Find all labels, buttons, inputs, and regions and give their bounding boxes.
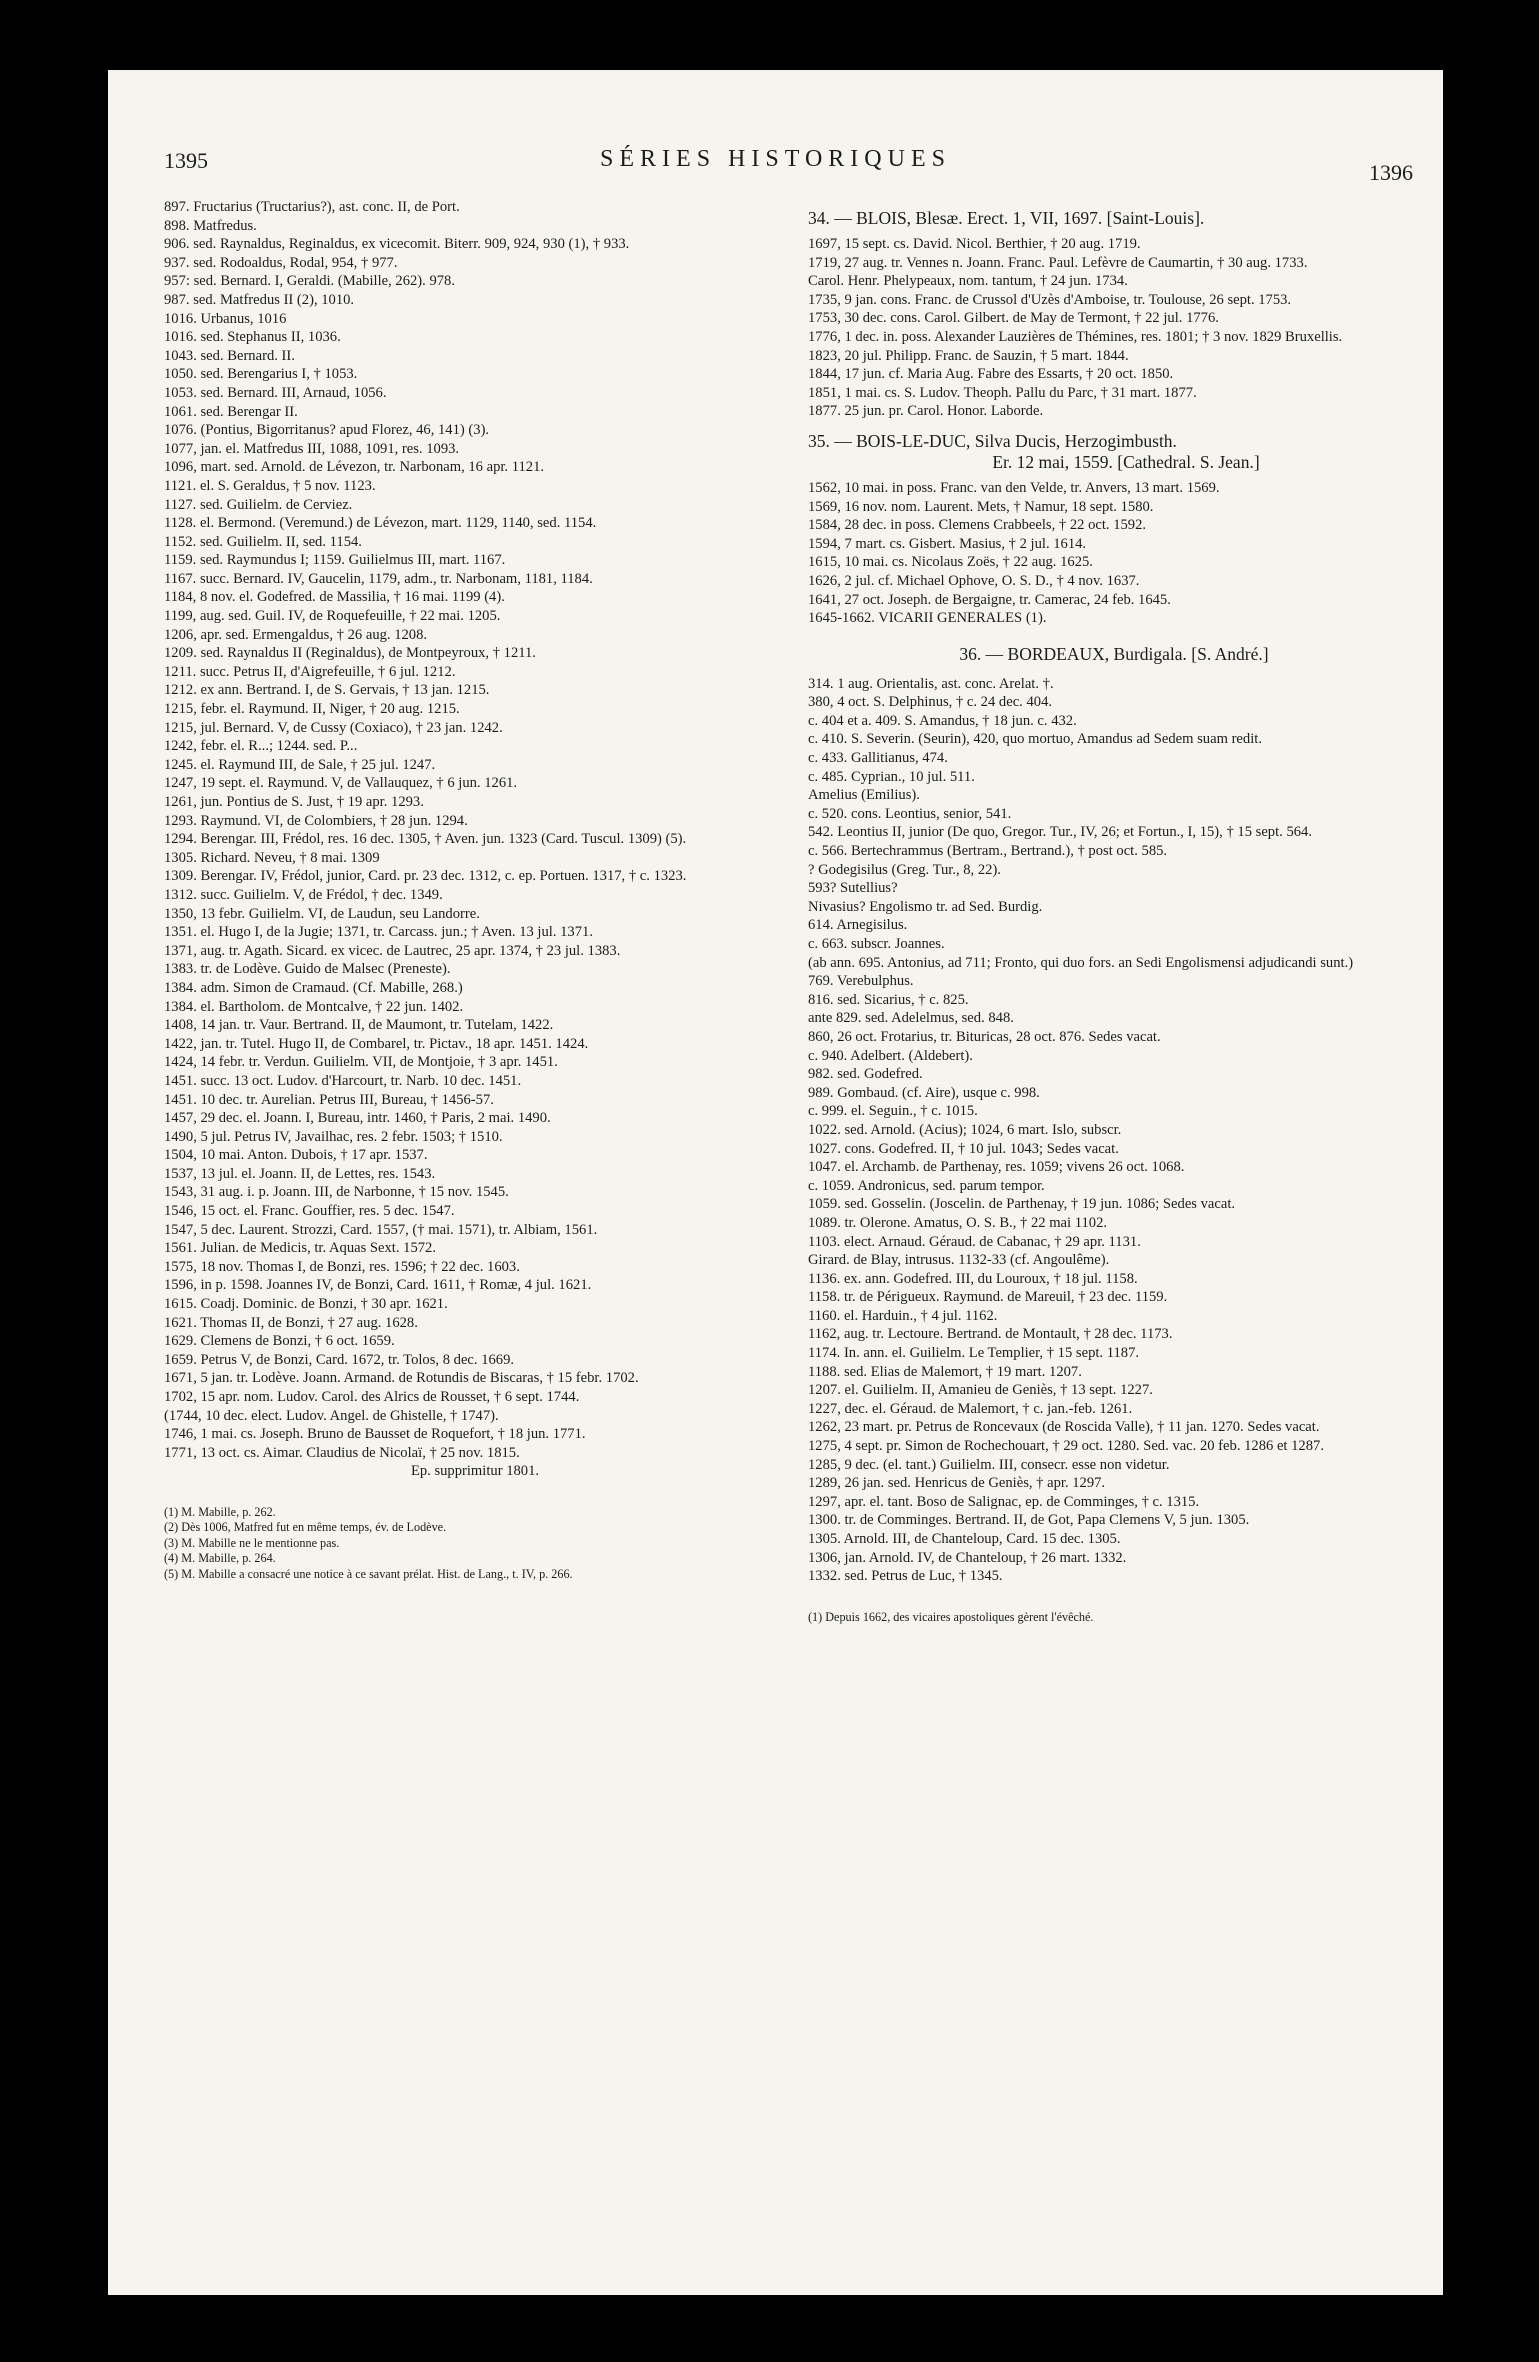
list-item: 1227, dec. el. Géraud. de Malemort, † c. jan.-feb. 1261. (808, 1400, 1133, 1417)
list-item: 1457, 29 dec. el. Joann. I, Bureau, intr. 1460, † Paris, 2 mai. 1490. (164, 1110, 551, 1127)
page-number-left: 1395 (164, 148, 208, 173)
list-item: 1215, febr. el. Raymund. II, Niger, † 20 aug. 1215. (164, 701, 460, 718)
list-item: 593? Sutellius? (808, 880, 898, 897)
list-item: 1697, 15 sept. cs. David. Nicol. Berthier, † 20 aug. 1719. (808, 236, 1141, 252)
list-item: 1332. sed. Petrus de Luc, † 1345. (808, 1568, 1003, 1585)
list-item: 1061. sed. Berengar II. (164, 403, 298, 420)
list-item: 1851, 1 mai. cs. S. Ludov. Theoph. Pallu du Parc, † 31 mart. 1877. (808, 384, 1197, 401)
diocese-section (808, 208, 1420, 421)
list-item: 1211. succ. Petrus II, d'Aigrefeuille, † 6 jul. 1212. (164, 663, 456, 680)
running-title: SÉRIES HISTORIQUES (600, 146, 951, 172)
list-item: 1016. sed. Stephanus II, 1036. (164, 329, 341, 346)
list-item: 1596, in p. 1598. Joannes IV, de Bonzi, Card. 1611, † Romæ, 4 jul. 1621. (164, 1277, 592, 1294)
left-closing-line: Ep. supprimitur 1801. (410, 1463, 540, 1480)
list-item: 1212. ex ann. Bertrand. I, de S. Gervais, † 13 jan. 1215. (164, 682, 490, 699)
right-column (808, 198, 1420, 1625)
list-item: 1641, 27 oct. Joseph. de Bergaigne, tr. Camerac, 24 feb. 1645. (808, 591, 1171, 608)
list-item: 1671, 5 jan. tr. Lodève. Joann. Armand. de Rotundis de Biscaras, † 15 febr. 1702. (164, 1370, 639, 1387)
list-item: 1312. succ. Guilielm. V, de Frédol, † dec. 1349. (164, 886, 443, 903)
list-item: 1174. In. ann. el. Guilielm. Le Templier, † 15 sept. 1187. (808, 1345, 1140, 1362)
footnote: (1) Depuis 1662, des vicaires apostoliques gèrent l'évêché. (808, 1609, 1094, 1624)
list-item: 1451. 10 dec. tr. Aurelian. Petrus III, Bureau, † 1456-57. (164, 1091, 494, 1108)
list-item: 769. Verebulphus. (808, 973, 914, 990)
list-item: 1293. Raymund. VI, de Colombiers, † 28 jun. 1294. (164, 812, 468, 829)
list-item: 1121. el. S. Geraldus, † 5 nov. 1123. (164, 477, 376, 494)
right-section-list (808, 208, 1420, 1586)
list-item: 1746, 1 mai. cs. Joseph. Bruno de Bausset de Roquefort, † 18 jun. 1771. (164, 1426, 586, 1443)
list-item: 1215, jul. Bernard. V, de Cussy (Coxiaco), † 23 jan. 1242. (164, 719, 503, 736)
list-item: 1626, 2 jul. cf. Michael Ophove, O. S. D., † 4 nov. 1637. (808, 572, 1140, 589)
list-item: 1047. el. Archamb. de Parthenay, res. 1059; vivens 26 oct. 1068. (808, 1159, 1185, 1176)
list-item: 906. sed. Raynaldus, Reginaldus, ex vicecomit. Biterr. 909, 924, 930 (1), † 933. (164, 236, 630, 253)
list-item: 1160. el. Harduin., † 4 jul. 1162. (808, 1307, 998, 1324)
list-item: 1877. 25 jun. pr. Carol. Honor. Laborde. (808, 403, 1044, 420)
list-item: 1300. tr. de Comminges. Bertrand. II, de Got, Papa Clemens V, 5 jun. 1305. (808, 1512, 1250, 1529)
list-item: 1702, 15 apr. nom. Ludov. Carol. des Alrics de Rousset, † 6 sept. 1744. (164, 1389, 580, 1405)
list-item: 1306, jan. Arnold. IV, de Chanteloup, † 26 mart. 1332. (808, 1549, 1127, 1566)
list-item: c. 404 et a. 409. S. Amandus, † 18 jun. c. 432. (808, 712, 1077, 729)
page-number-right: 1396 (1369, 160, 1413, 185)
list-item: Nivasius? Engolismo tr. ad Sed. Burdig. (808, 898, 1043, 915)
footnote: (4) M. Mabille, p. 264. (164, 1551, 276, 1566)
list-item: 1309. Berengar. IV, Frédol, junior, Card. pr. 23 dec. 1312, c. ep. Portuen. 1317, † c. 1323. (164, 868, 687, 885)
list-item: 1629. Clemens de Bonzi, † 6 oct. 1659. (164, 1333, 395, 1350)
list-item: 1424, 14 febr. tr. Verdun. Guilielm. VII, de Montjoie, † 3 apr. 1451. (164, 1054, 558, 1071)
list-item: 1305. Richard. Neveu, † 8 mai. 1309 (164, 849, 380, 866)
list-item: 1096, mart. sed. Arnold. de Lévezon, tr. Narbonam, 16 apr. 1121. (164, 459, 545, 476)
list-item: 1077, jan. el. Matfredus III, 1088, 1091, res. 1093. (164, 440, 460, 457)
list-item: 1294. Berengar. III, Frédol, res. 16 dec. 1305, † Aven. jun. 1323 (Card. Tuscul. 1309) (5). (164, 831, 687, 848)
list-item: 1823, 20 jul. Philipp. Franc. de Sauzin, † 5 mart. 1844. (808, 347, 1129, 364)
diocese-section (808, 644, 1420, 1586)
list-item: c. 566. Bertechrammus (Bertram., Bertrand.), † post oct. 585. (808, 843, 1168, 860)
list-item: 1371, aug. tr. Agath. Sicard. ex vicec. de Lautrec, 25 apr. 1374, † 23 jul. 1383. (164, 942, 621, 959)
list-item: 1735, 9 jan. cons. Franc. de Crussol d'Uzès d'Amboise, tr. Toulouse, 26 sept. 1753. (808, 291, 1292, 308)
list-item: 1209. sed. Raynaldus II (Reginaldus), de Montpeyroux, † 1211. (164, 645, 536, 662)
list-item: ? Godegisilus (Greg. Tur., 8, 22). (808, 861, 1001, 878)
list-item: 860, 26 oct. Frotarius, tr. Bituricas, 28 oct. 876. Sedes vacat. (808, 1028, 1161, 1045)
list-item: 1844, 17 jun. cf. Maria Aug. Fabre des Essarts, † 20 oct. 1850. (808, 366, 1174, 383)
list-item: Carol. Henr. Phelypeaux, nom. tantum, † 24 jun. 1734. (808, 273, 1128, 290)
list-item: 1615. Coadj. Dominic. de Bonzi, † 30 apr. 1621. (164, 1296, 448, 1313)
list-item: 1384. el. Bartholom. de Montcalve, † 22 jun. 1402. (164, 998, 464, 1015)
list-item: 542. Leontius II, junior (De quo, Gregor. Tur., IV, 26; et Fortun., I, 15), † 15 sept. 564. (808, 824, 1312, 841)
list-item: 1206, apr. sed. Ermengaldus, † 26 aug. 1208. (164, 626, 428, 643)
list-item: c. 433. Gallitianus, 474. (808, 750, 948, 767)
list-item: (ab ann. 695. Antonius, ad 711; Fronto, qui duo fors. an Sedi Engolismensi adjudicandi sunt.) (808, 954, 1354, 971)
list-item: 1242, febr. el. R...; 1244. sed. P... (164, 738, 358, 755)
list-item: 1584, 28 dec. in poss. Clemens Crabbeels, † 22 oct. 1592. (808, 517, 1147, 534)
list-item: c. 999. el. Seguin., † c. 1015. (808, 1103, 978, 1120)
list-item: Amelius (Emilius). (808, 787, 920, 804)
list-item: 1247, 19 sept. el. Raymund. V, de Vallauquez, † 6 jun. 1261. (164, 775, 518, 792)
list-item: c. 520. cons. Leontius, senior, 541. (808, 805, 1012, 822)
list-item: 1022. sed. Arnold. (Acius); 1024, 6 mart. Islo, subscr. (808, 1121, 1122, 1138)
section-heading (808, 644, 1420, 665)
list-item: 1053. sed. Bernard. III, Arnaud, 1056. (164, 384, 387, 401)
section-title: 35. — BOIS-LE-DUC, Silva Ducis, Herzogimbusth. (808, 430, 1177, 451)
diocese-section (808, 431, 1420, 628)
list-item: 1575, 18 nov. Thomas I, de Bonzi, res. 1596; † 22 dec. 1603. (164, 1258, 520, 1275)
list-item: 1645-1662. VICARII GENERALES (1). (808, 610, 1047, 627)
footnote: (5) M. Mabille a consacré une notice à ce savant prélat. Hist. de Lang., t. IV, p. 266. (164, 1566, 573, 1581)
list-item: 1043. sed. Bernard. II. (164, 347, 295, 364)
list-item: 1659. Petrus V, de Bonzi, Card. 1672, tr. Tolos, 8 dec. 1669. (164, 1351, 515, 1368)
list-item: 380, 4 oct. S. Delphinus, † c. 24 dec. 404. (808, 694, 1053, 711)
list-item: 1753, 30 dec. cons. Carol. Gilbert. de May de Termont, † 22 jul. 1776. (808, 310, 1219, 327)
list-item: 1059. sed. Gosselin. (Joscelin. de Parthenay, † 19 jun. 1086; Sedes vacat. (808, 1196, 1236, 1213)
list-item: 1351. el. Hugo I, de la Jugie; 1371, tr. Carcass. jun.; † Aven. 13 jul. 1371. (164, 924, 593, 941)
list-item: c. 1059. Andronicus, sed. parum tempor. (808, 1177, 1045, 1194)
list-item: 1594, 7 mart. cs. Gisbert. Masius, † 2 jul. 1614. (808, 535, 1087, 552)
list-item: 1350, 13 febr. Guilielm. VI, de Laudun, seu Landorre. (164, 905, 480, 922)
section-heading (808, 208, 1420, 229)
list-item: 1504, 10 mai. Anton. Dubois, † 17 apr. 1537. (164, 1147, 428, 1164)
list-item: 982. sed. Godefred. (808, 1066, 923, 1083)
list-item: 898. Matfredus. (164, 217, 257, 234)
list-item: 987. sed. Matfredus II (2), 1010. (164, 291, 355, 308)
section-title: 36. — BORDEAUX, Burdigala. [S. André.] (959, 643, 1269, 664)
list-item: 1184, 8 nov. el. Godefred. de Massilia, † 16 mai. 1199 (4). (164, 589, 505, 606)
list-item: 1621. Thomas II, de Bonzi, † 27 aug. 1628. (164, 1314, 418, 1331)
left-column (164, 198, 786, 1582)
list-item: 614. Arnegisilus. (808, 917, 908, 934)
list-item: 1384. adm. Simon de Cramaud. (Cf. Mabille, 268.) (164, 979, 463, 996)
list-item: 1719, 27 aug. tr. Vennes n. Joann. Franc. Paul. Lefèvre de Caumartin, † 30 aug. 1733. (808, 254, 1308, 271)
footnote: (3) M. Mabille ne le mentionne pas. (164, 1535, 340, 1550)
document-page (108, 70, 1443, 2295)
list-item: 1016. Urbanus, 1016 (164, 310, 287, 327)
list-item: 1546, 15 oct. el. Franc. Gouffier, res. 5 dec. 1547. (164, 1203, 455, 1220)
list-item: 1289, 26 jan. sed. Henricus de Geniès, † apr. 1297. (808, 1475, 1106, 1492)
list-item: 937. sed. Rodoaldus, Rodal, 954, † 977. (164, 254, 398, 271)
list-item: 1490, 5 jul. Petrus IV, Javailhac, res. 2 febr. 1503; † 1510. (164, 1128, 503, 1145)
list-item: 1127. sed. Guilielm. de Cerviez. (164, 496, 353, 513)
list-item: 1136. ex. ann. Godefred. III, du Louroux, † 18 jul. 1158. (808, 1270, 1138, 1287)
list-item: 1547, 5 dec. Laurent. Strozzi, Card. 1557, († mai. 1571), tr. Albiam, 1561. (164, 1221, 598, 1238)
list-item: 1152. sed. Guilielm. II, sed. 1154. (164, 533, 362, 550)
list-item: 1297, apr. el. tant. Boso de Salignac, ep. de Comminges, † c. 1315. (808, 1493, 1200, 1510)
list-item: 1076. (Pontius, Bigorritanus? apud Florez, 46, 141) (3). (164, 422, 490, 439)
list-item: 989. Gombaud. (cf. Aire), usque c. 998. (808, 1084, 1040, 1101)
list-item: 1027. cons. Godefred. II, † 10 jul. 1043; Sedes vacat. (808, 1140, 1119, 1157)
list-item: 314. 1 aug. Orientalis, ast. conc. Arelat. †. (808, 675, 1054, 692)
list-item: 1451. succ. 13 oct. Ludov. d'Harcourt, tr. Narb. 10 dec. 1451. (164, 1072, 522, 1089)
list-item: 1188. sed. Elias de Malemort, † 19 mart. 1207. (808, 1363, 1082, 1380)
left-footnotes (164, 1505, 786, 1582)
list-item: 1383. tr. de Lodève. Guido de Malsec (Preneste). (164, 961, 451, 978)
list-item: 1159. sed. Raymundus I; 1159. Guilielmus III, mart. 1167. (164, 552, 506, 569)
list-item: (1744, 10 dec. elect. Ludov. Angel. de Ghistelle, † 1747). (164, 1407, 499, 1424)
list-item: 1262, 23 mart. pr. Petrus de Roncevaux (de Roscida Valle), † 11 jan. 1270. Sedes vacat. (808, 1419, 1320, 1436)
list-item: 1050. sed. Berengarius I, † 1053. (164, 366, 358, 383)
section-heading (808, 431, 1420, 473)
list-item: 1199, aug. sed. Guil. IV, de Roquefeuille, † 22 mai. 1205. (164, 608, 501, 625)
section-title: 34. — BLOIS, Blesæ. Erect. 1, VII, 1697. [Saint-Louis]. (808, 208, 1205, 228)
list-item: 1103. elect. Arnaud. Géraud. de Cabanac, † 29 apr. 1131. (808, 1233, 1141, 1250)
list-item: c. 410. S. Severin. (Seurin), 420, quo mortuo, Amandus ad Sedem suam redit. (808, 731, 1262, 748)
list-item: 1261, jun. Pontius de S. Just, † 19 apr. 1293. (164, 794, 424, 810)
list-item: 1089. tr. Olerone. Amatus, O. S. B., † 22 mai 1102. (808, 1214, 1108, 1231)
list-item: 1776, 1 dec. in. poss. Alexander Lauzières de Thémines, res. 1801; † 3 nov. 1829 Bruxellis. (808, 328, 1343, 345)
right-footnotes (808, 1610, 1420, 1625)
list-item: 1245. el. Raymund III, de Sale, † 25 jul. 1247. (164, 756, 436, 773)
list-item: 1615, 10 mai. cs. Nicolaus Zoës, † 22 aug. 1625. (808, 554, 1093, 571)
list-item: 1561. Julian. de Medicis, tr. Aquas Sext. 1572. (164, 1240, 436, 1257)
list-item: 1771, 13 oct. cs. Aimar. Claudius de Nicolaï, † 25 nov. 1815. (164, 1444, 520, 1461)
list-item: 1158. tr. de Périgueux. Raymund. de Mareuil, † 23 dec. 1159. (808, 1289, 1168, 1306)
list-item: 957: sed. Bernard. I, Geraldi. (Mabille, 262). 978. (164, 273, 455, 290)
list-item: 1422, jan. tr. Tutel. Hugo II, de Combarel, tr. Pictav., 18 apr. 1451. 1424. (164, 1035, 589, 1052)
list-item: Girard. de Blay, intrusus. 1132-33 (cf. Angoulême). (808, 1252, 1110, 1269)
list-item: 1285, 9 dec. (el. tant.) Guilielm. III, consecr. esse non videtur. (808, 1456, 1170, 1473)
list-item: 1275, 4 sept. pr. Simon de Rochechouart, † 29 oct. 1280. Sed. vac. 20 feb. 1286 et 1287. (808, 1438, 1324, 1455)
list-item: 897. Fructarius (Tructarius?), ast. conc. II, de Port. (164, 199, 460, 215)
list-item: 1305. Arnold. III, de Chanteloup, Card. 15 dec. 1305. (808, 1531, 1121, 1547)
list-item: 1167. succ. Bernard. IV, Gaucelin, 1179, adm., tr. Narbonam, 1181, 1184. (164, 570, 593, 587)
list-item: 1408, 14 jan. tr. Vaur. Bertrand. II, de Maumont, tr. Tutelam, 1422. (164, 1017, 554, 1034)
list-item: 1128. el. Bermond. (Veremund.) de Lévezon, mart. 1129, 1140, sed. 1154. (164, 515, 597, 532)
list-item: c. 940. Adelbert. (Aldebert). (808, 1047, 973, 1064)
section-subheading: Er. 12 mai, 1559. [Cathedral. S. Jean.] (992, 451, 1260, 472)
list-item: 1162, aug. tr. Lectoure. Bertrand. de Montault, † 28 dec. 1173. (808, 1326, 1173, 1343)
list-item: 1543, 31 aug. i. p. Joann. III, de Narbonne, † 15 nov. 1545. (164, 1184, 509, 1201)
left-entry-list (164, 198, 786, 1462)
list-item: 1207. el. Guilielm. II, Amanieu de Geniès, † 13 sept. 1227. (808, 1382, 1153, 1399)
list-item: ante 829. sed. Adelelmus, sed. 848. (808, 1010, 1014, 1027)
footnote: (2) Dès 1006, Matfred fut en même temps, év. de Lodève. (164, 1520, 447, 1535)
list-item: 1537, 13 jul. el. Joann. II, de Lettes, res. 1543. (164, 1165, 436, 1182)
footnote: (1) M. Mabille, p. 262. (164, 1504, 276, 1519)
list-item: 1562, 10 mai. in poss. Franc. van den Velde, tr. Anvers, 13 mart. 1569. (808, 479, 1220, 496)
list-item: c. 663. subscr. Joannes. (808, 936, 945, 952)
list-item: 1569, 16 nov. nom. Laurent. Mets, † Namur, 18 sept. 1580. (808, 498, 1154, 515)
list-item: c. 485. Cyprian., 10 jul. 511. (808, 768, 975, 785)
list-item: 816. sed. Sicarius, † c. 825. (808, 991, 969, 1008)
